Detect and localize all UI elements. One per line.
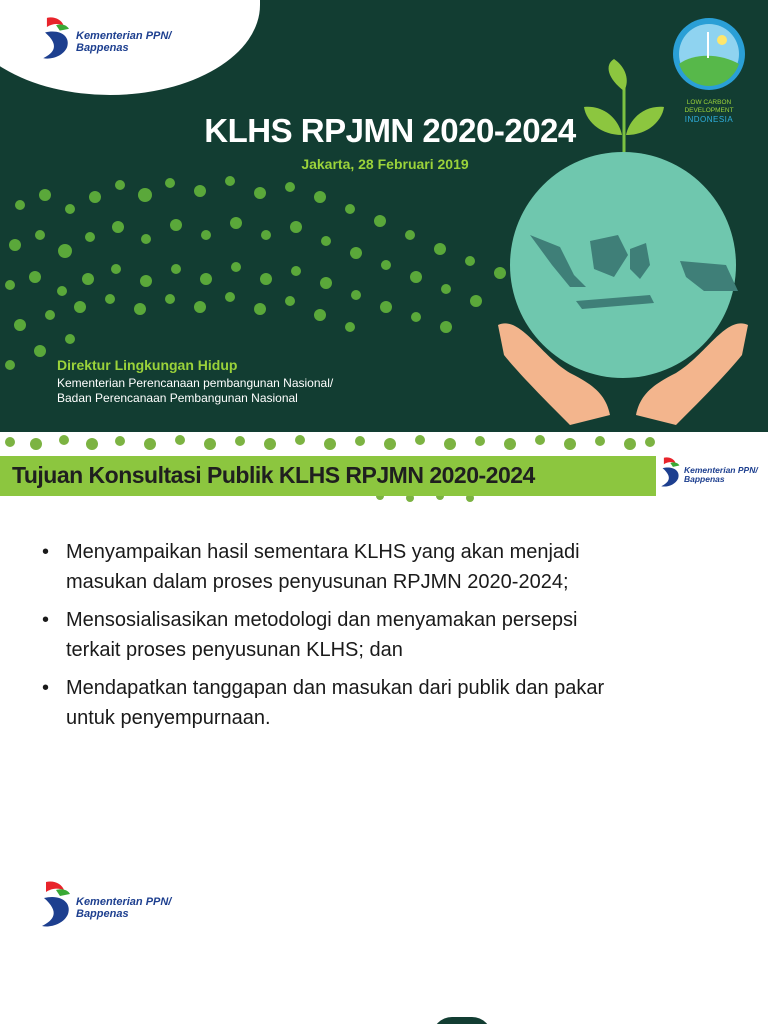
bullet-text-line2: masukan dalam proses penyusunan RPJMN 2020-2024; (66, 571, 569, 593)
logo-line2: Bappenas (76, 42, 129, 54)
list-item (40, 537, 730, 597)
bullet-icon: • (42, 677, 50, 699)
footer-bappenas-logo-icon (40, 880, 74, 928)
bappenas-logo (40, 16, 171, 60)
bullet-text-line1: Mendapatkan tanggapan dan masukan dari publik dan pakar (66, 677, 605, 699)
slide2-title: Tujuan Konsultasi Publik KLHS RPJMN 2020-2024 (12, 462, 535, 488)
list-item (40, 605, 730, 665)
logo-line1: Kementerian PPN/ (76, 30, 172, 43)
bappenas-logo-small (660, 456, 758, 488)
small-logo-line1: Kementerian PPN/ (684, 465, 758, 476)
bullet-text-line1: Menyampaikan hasil sementara KLHS yang akan menjadi (66, 541, 580, 563)
lcdi-line1: LOW CARBON (686, 99, 732, 106)
bappenas-logo-icon (40, 16, 74, 60)
slide-date: Jakarta, 28 Februari 2019 (301, 156, 469, 172)
bullet-text-line1: Mensosialisasikan metodologi dan menyamakan persepsi (66, 609, 578, 631)
globe-in-hands-illustration (490, 55, 760, 432)
slide-title: KLHS RPJMN 2020-2024 (204, 112, 576, 149)
footer-logo-line2: Bappenas (76, 908, 129, 920)
director-title: Direktur Lingkungan Hidup (57, 357, 238, 373)
bullet-icon: • (42, 609, 50, 631)
bullet-text-line2: untuk penyempurnaan. (66, 707, 271, 729)
next-slide-edge (432, 1017, 492, 1024)
lcdi-line2: DEVELOPMENT (684, 106, 734, 114)
objectives-list (40, 537, 730, 741)
footer-bappenas-logo (40, 880, 171, 928)
ministry-line1: Kementerian Perencanaan pembangunan Nasional/ (57, 376, 334, 390)
title-slide (0, 0, 768, 432)
ministry-line2: Badan Perencanaan Pembangunan Nasional (57, 391, 298, 405)
bullet-icon: • (42, 541, 50, 563)
bullet-text-line2: terkait proses penyusunan KLHS; dan (66, 639, 403, 661)
content-slide (0, 432, 768, 1024)
lcdi-line3: INDONESIA (684, 114, 734, 124)
list-item (40, 673, 730, 733)
footer-logo-line1: Kementerian PPN/ (76, 896, 172, 909)
small-logo-line2: Bappenas (684, 474, 725, 484)
bappenas-logo-small-icon (660, 456, 682, 488)
